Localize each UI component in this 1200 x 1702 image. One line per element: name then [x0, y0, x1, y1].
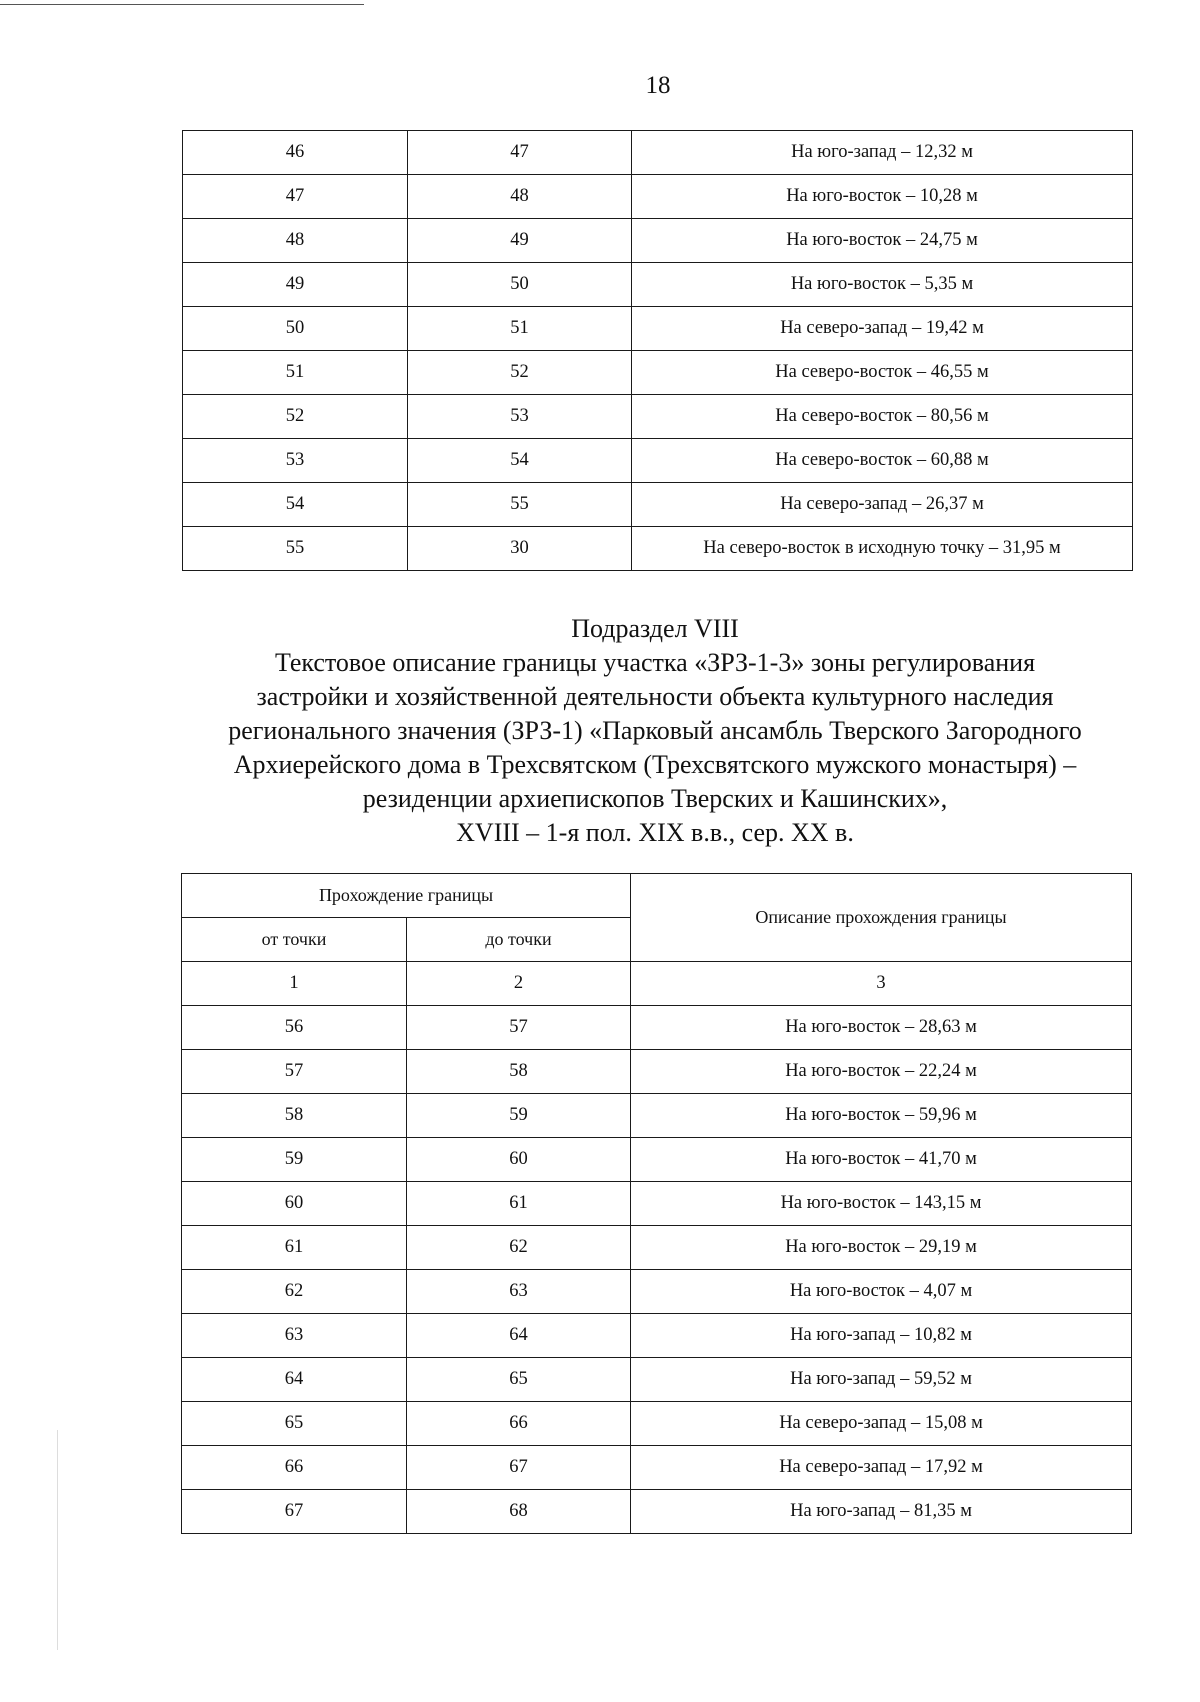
- to-point-cell: 60: [407, 1138, 631, 1182]
- to-point-cell: 55: [408, 483, 632, 527]
- table-row: [182, 1402, 1132, 1446]
- description-cell: На юго-восток – 22,24 м: [631, 1050, 1132, 1094]
- to-point-cell: 65: [407, 1358, 631, 1402]
- scan-edge-line: [0, 4, 364, 5]
- from-point-cell: 52: [183, 395, 408, 439]
- section-heading: [160, 612, 1150, 850]
- to-point-cell: 59: [407, 1094, 631, 1138]
- from-point-cell: 47: [183, 175, 408, 219]
- table-row: [183, 439, 1133, 483]
- description-cell: На юго-восток – 24,75 м: [632, 219, 1133, 263]
- to-point-cell: 47: [408, 131, 632, 175]
- from-point-cell: 50: [183, 307, 408, 351]
- to-point-cell: 66: [407, 1402, 631, 1446]
- from-point-cell: 55: [183, 527, 408, 571]
- table-row: [182, 1138, 1132, 1182]
- table-row: [182, 1446, 1132, 1490]
- from-point-cell: 56: [182, 1006, 407, 1050]
- table-row: [183, 175, 1133, 219]
- from-point-cell: 62: [182, 1270, 407, 1314]
- from-point-cell: 61: [182, 1226, 407, 1270]
- table-row: [182, 1094, 1132, 1138]
- to-point-cell: 67: [407, 1446, 631, 1490]
- description-cell: На северо-запад – 15,08 м: [631, 1402, 1132, 1446]
- from-point-cell: 57: [182, 1050, 407, 1094]
- section-description-line: резиденции архиепископов Тверских и Кашинских»,: [362, 784, 948, 813]
- table-row: [183, 351, 1133, 395]
- to-point-cell: 50: [408, 263, 632, 307]
- to-point-cell: 49: [408, 219, 632, 263]
- to-point-cell: 68: [407, 1490, 631, 1534]
- description-cell: На юго-восток – 4,07 м: [631, 1270, 1132, 1314]
- header-from-point: от точки: [182, 918, 407, 962]
- description-cell: На юго-восток – 41,70 м: [631, 1138, 1132, 1182]
- page-number: 18: [645, 72, 671, 99]
- table-row: [183, 263, 1133, 307]
- description-cell: На юго-запад – 81,35 м: [631, 1490, 1132, 1534]
- from-point-cell: 59: [182, 1138, 407, 1182]
- section-title: Подраздел VIII: [571, 614, 739, 643]
- to-point-cell: 54: [408, 439, 632, 483]
- from-point-cell: 53: [183, 439, 408, 483]
- to-point-cell: 62: [407, 1226, 631, 1270]
- description-cell: На северо-восток – 46,55 м: [632, 351, 1133, 395]
- description-cell: На юго-восток – 5,35 м: [632, 263, 1133, 307]
- to-point-cell: 48: [408, 175, 632, 219]
- header-boundary-passage: Прохождение границы: [182, 874, 631, 918]
- to-point-cell: 51: [408, 307, 632, 351]
- header-to-point: до точки: [407, 918, 631, 962]
- table-row: [183, 395, 1133, 439]
- section-description-line: Текстовое описание границы участка «ЗРЗ-1-3» зоны регулирования: [274, 648, 1036, 677]
- table-row: [183, 527, 1133, 571]
- table-row: [182, 1490, 1132, 1534]
- scan-margin-line: [57, 1430, 58, 1650]
- column-number: 3: [631, 962, 1132, 1006]
- description-cell: На юго-восток – 10,28 м: [632, 175, 1133, 219]
- to-point-cell: 30: [408, 527, 632, 571]
- table-row: [183, 131, 1133, 175]
- from-point-cell: 58: [182, 1094, 407, 1138]
- header-description: Описание прохождения границы: [631, 874, 1132, 962]
- from-point-cell: 66: [182, 1446, 407, 1490]
- table-row: [182, 1270, 1132, 1314]
- section-description-line: застройки и хозяйственной деятельности объекта культурного наследия: [256, 682, 1054, 711]
- table-row: [183, 219, 1133, 263]
- column-number: 1: [182, 962, 407, 1006]
- from-point-cell: 64: [182, 1358, 407, 1402]
- from-point-cell: 63: [182, 1314, 407, 1358]
- from-point-cell: 46: [183, 131, 408, 175]
- column-number: 2: [407, 962, 631, 1006]
- table-row: [183, 483, 1133, 527]
- section-description-line: XVIII – 1-я пол. XIX в.в., сер. XX в.: [456, 818, 854, 847]
- table-column-number-row: [182, 962, 1132, 1006]
- to-point-cell: 53: [408, 395, 632, 439]
- description-cell: На северо-восток – 80,56 м: [632, 395, 1133, 439]
- description-cell: На северо-запад – 26,37 м: [632, 483, 1133, 527]
- from-point-cell: 65: [182, 1402, 407, 1446]
- table-row: [182, 1314, 1132, 1358]
- boundary-table: [181, 873, 1132, 1534]
- section-description-line: регионального значения (ЗРЗ-1) «Парковый ансамбль Тверского Загородного: [228, 716, 1082, 745]
- to-point-cell: 57: [407, 1006, 631, 1050]
- to-point-cell: 64: [407, 1314, 631, 1358]
- description-cell: На юго-восток – 28,63 м: [631, 1006, 1132, 1050]
- description-cell: На юго-восток – 143,15 м: [631, 1182, 1132, 1226]
- table-row: [182, 1050, 1132, 1094]
- table-row: [182, 1006, 1132, 1050]
- description-cell: На юго-восток – 29,19 м: [631, 1226, 1132, 1270]
- table-row: [182, 1226, 1132, 1270]
- description-cell: На юго-запад – 10,82 м: [631, 1314, 1132, 1358]
- from-point-cell: 60: [182, 1182, 407, 1226]
- from-point-cell: 67: [182, 1490, 407, 1534]
- table-row: [183, 307, 1133, 351]
- description-cell: На юго-восток – 59,96 м: [631, 1094, 1132, 1138]
- from-point-cell: 49: [183, 263, 408, 307]
- description-cell: На северо-восток в исходную точку – 31,95 м: [632, 527, 1133, 571]
- boundary-table-continued: [182, 130, 1133, 571]
- description-cell: На юго-запад – 12,32 м: [632, 131, 1133, 175]
- to-point-cell: 52: [408, 351, 632, 395]
- table-header-row: [182, 874, 1132, 918]
- description-cell: На юго-запад – 59,52 м: [631, 1358, 1132, 1402]
- description-cell: На северо-восток – 60,88 м: [632, 439, 1133, 483]
- description-cell: На северо-запад – 19,42 м: [632, 307, 1133, 351]
- table-row: [182, 1358, 1132, 1402]
- from-point-cell: 48: [183, 219, 408, 263]
- to-point-cell: 58: [407, 1050, 631, 1094]
- from-point-cell: 54: [183, 483, 408, 527]
- table-row: [182, 1182, 1132, 1226]
- to-point-cell: 61: [407, 1182, 631, 1226]
- from-point-cell: 51: [183, 351, 408, 395]
- section-description-line: Архиерейского дома в Трехсвятском (Трехсвятского мужского монастыря) –: [233, 750, 1077, 779]
- description-cell: На северо-запад – 17,92 м: [631, 1446, 1132, 1490]
- to-point-cell: 63: [407, 1270, 631, 1314]
